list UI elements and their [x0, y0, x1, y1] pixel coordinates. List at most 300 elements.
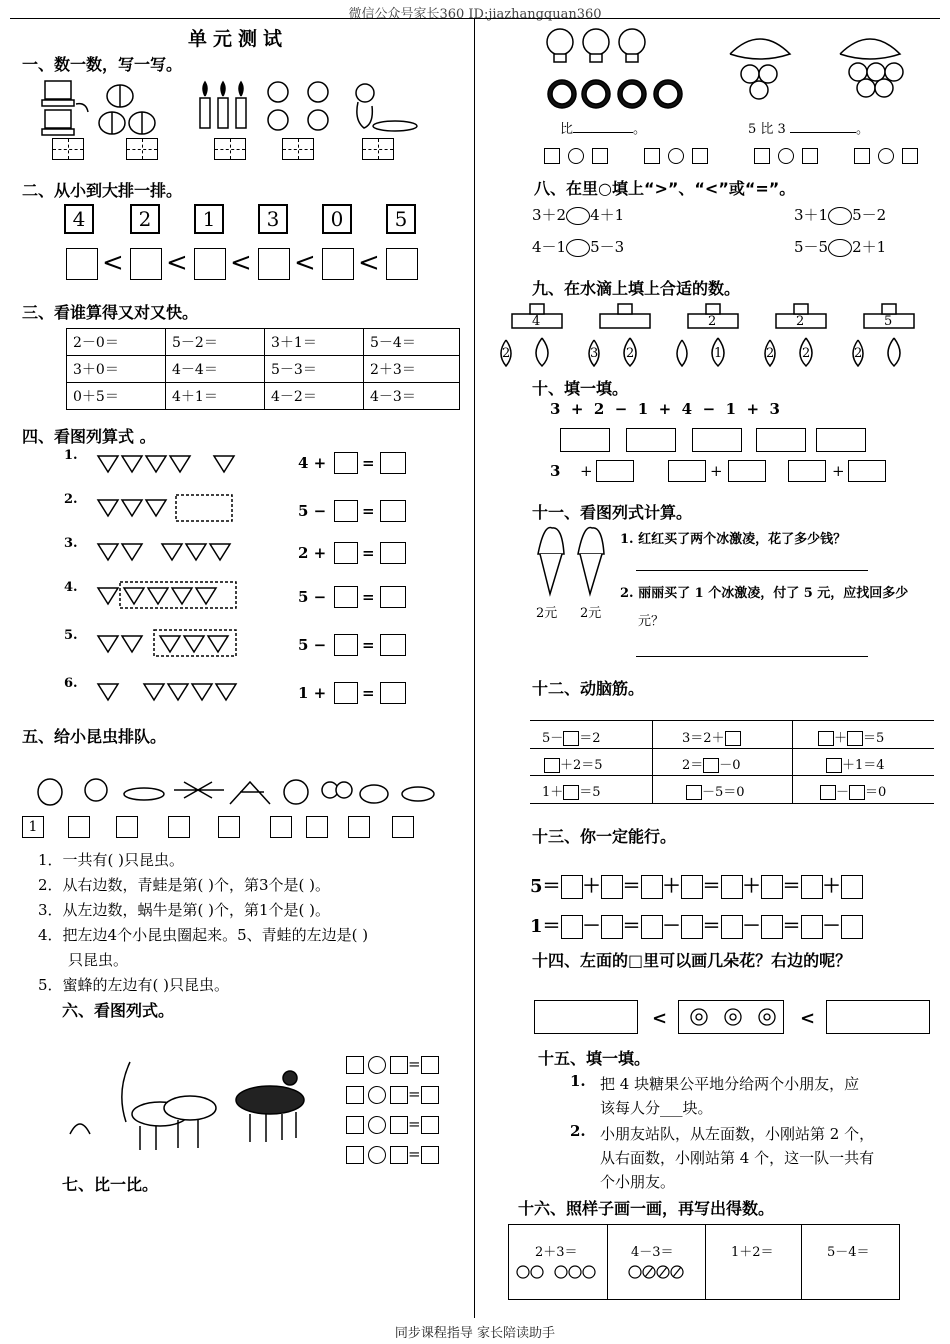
answer-box[interactable] [761, 875, 783, 899]
drop-number[interactable]: 3 [590, 346, 599, 361]
answer-box[interactable] [544, 758, 560, 773]
equals-sign: = [362, 544, 375, 562]
chain-start: 1＝ [530, 916, 561, 937]
operator-text: 5 − [298, 636, 327, 654]
puzzle-text: 5－ [542, 731, 564, 746]
ordering-boxes [22, 816, 442, 844]
answer-box[interactable] [560, 428, 610, 452]
answer-box[interactable] [756, 428, 806, 452]
puzzle-text: －5＝0 [702, 785, 745, 800]
answer-box[interactable] [346, 1116, 364, 1134]
puzzle-text: ＋ [834, 731, 848, 746]
draw-cell-text: 5－4＝ [827, 1245, 870, 1260]
compare-expr [794, 204, 886, 225]
question: 元？ [638, 614, 665, 629]
equals-sign: ＝ [702, 876, 721, 897]
question-line: 把 4 块糖果公平地分给两个小朋友，应 [600, 1075, 860, 1093]
answer-box[interactable] [561, 915, 583, 939]
less-than: < [652, 1008, 668, 1029]
tap-item [844, 300, 932, 370]
sign-circle[interactable] [368, 1056, 386, 1074]
minus-sign: － [742, 916, 761, 937]
answer-box[interactable] [390, 1056, 408, 1074]
problem-number: 6. [64, 676, 78, 691]
answer-box[interactable] [641, 875, 663, 899]
answer-box[interactable] [848, 460, 886, 482]
answer-box[interactable] [728, 460, 766, 482]
answer-line[interactable] [790, 132, 856, 133]
question: 2. 丽丽买了 1 个冰激凌，付了 5 元，应找回多少 [620, 586, 909, 601]
sign-circle[interactable] [368, 1116, 386, 1134]
section-4-title: 四、看图列算式 。 [22, 427, 156, 446]
answer-box[interactable] [826, 758, 842, 773]
section-15-title: 十五、填一填。 [538, 1049, 651, 1068]
answer-line[interactable] [636, 570, 868, 571]
problem-number: 5. [64, 628, 78, 643]
calc-cell[interactable]: 5－2＝ [166, 329, 265, 356]
answer-box[interactable] [847, 731, 863, 746]
puzzle-text: 3＝2＋ [682, 731, 725, 746]
strawberry-icon [94, 494, 244, 522]
answer-box[interactable] [826, 1000, 930, 1034]
fill-boxes-bottom [550, 460, 900, 488]
chain-start: 5＝ [530, 876, 561, 897]
mantis-icon [230, 782, 270, 804]
answer-box[interactable] [346, 1056, 364, 1074]
grapes-icon [730, 39, 903, 99]
price-label: 2元 [580, 606, 602, 621]
answer-box[interactable] [601, 875, 623, 899]
answer-box[interactable] [390, 1116, 408, 1134]
expr-right: 5－3 [590, 238, 625, 256]
bear-icon [268, 82, 328, 130]
answer-box[interactable] [392, 816, 414, 838]
compare-text: 5 比 3 [748, 122, 786, 137]
question [600, 1072, 859, 1120]
expr-left: 4－1 [532, 238, 567, 256]
minus-sign: － [582, 916, 601, 937]
header-rule [10, 18, 940, 19]
drop-number[interactable]: 1 [714, 346, 723, 361]
answer-box[interactable] [380, 452, 406, 474]
answer-box[interactable] [544, 148, 560, 164]
answer-box[interactable] [721, 875, 743, 899]
equation-row [346, 1054, 456, 1084]
answer-box[interactable] [802, 148, 818, 164]
compare-answer-boxes [544, 148, 934, 168]
bird-icon [402, 787, 434, 801]
calc-cell[interactable]: 4＋1＝ [166, 383, 265, 410]
puzzle-cell [542, 727, 601, 746]
sign-circle[interactable] [878, 148, 894, 164]
equation-row [346, 1114, 456, 1144]
page-footer: 同步课程指导 家长陪读助手 [394, 1326, 556, 1341]
tap-icon [668, 300, 756, 370]
operator-text: 5 − [298, 588, 327, 606]
answer-box[interactable] [644, 148, 660, 164]
answer-box[interactable] [692, 148, 708, 164]
equals-sign: = [362, 636, 375, 654]
puzzle-cell [818, 727, 884, 746]
equals-sign: = [408, 1115, 421, 1133]
answer-box[interactable] [348, 816, 370, 838]
number-card: 5 [386, 204, 416, 234]
flower-box [678, 1000, 784, 1034]
answer-box[interactable] [258, 248, 290, 280]
answer-box[interactable] [841, 915, 863, 939]
answer-box[interactable] [725, 731, 741, 746]
problem-number: 1. [64, 448, 78, 463]
question-line: 该每人分___块。 [600, 1099, 713, 1117]
page-header: 微信公众号家长360 ID:jiazhangquan360 [348, 7, 602, 22]
calc-cell[interactable]: 0＋5＝ [67, 383, 166, 410]
puzzle-cell [544, 754, 603, 773]
answer-box[interactable] [849, 785, 865, 800]
answer-box[interactable] [346, 1146, 364, 1164]
plus-sign: + [710, 462, 723, 480]
tap-item [668, 300, 756, 370]
sign-circle[interactable] [368, 1086, 386, 1104]
fill-row-numbers: 3 + 2 − 1 + 4 − 1 + 3 [550, 400, 780, 418]
strawberry-icon [94, 538, 244, 562]
plus-sign: ＋ [662, 876, 681, 897]
answer-box[interactable] [270, 816, 292, 838]
answer-box[interactable] [334, 542, 358, 564]
answer-box[interactable] [126, 138, 158, 160]
sign-circle[interactable] [566, 207, 590, 225]
answer-box[interactable] [390, 1146, 408, 1164]
number-card: 1 [194, 204, 224, 234]
question: 1．一共有( )只昆虫。 [38, 851, 185, 869]
tap-item [756, 300, 844, 370]
answer-line[interactable] [573, 132, 633, 133]
dragonfly-icon [174, 782, 224, 798]
operator-text: 4 + [298, 454, 327, 472]
compare-expr [532, 236, 624, 257]
number-card: 0 [322, 204, 352, 234]
calc-cell[interactable]: 5－4＝ [364, 329, 460, 356]
answer-box[interactable] [52, 138, 84, 160]
answer-box[interactable] [421, 1086, 439, 1104]
answer-box[interactable] [721, 915, 743, 939]
drop-number[interactable]: 2 [766, 346, 775, 361]
question [600, 1122, 874, 1194]
problem-row [62, 446, 462, 486]
strawberry-icon [94, 678, 244, 702]
tap-item [492, 300, 580, 370]
tap-number[interactable]: 4 [532, 314, 541, 329]
drop-number[interactable]: 2 [626, 346, 635, 361]
section-16-title: 十六、照样子画一画，再写出得数。 [518, 1199, 775, 1218]
answer-box[interactable] [668, 460, 706, 482]
compare-word: 比 [560, 122, 574, 137]
calc-cell[interactable]: 4－4＝ [166, 356, 265, 383]
compare-expr [794, 236, 886, 257]
section-1-title: 一、数一数，写一写。 [22, 55, 183, 74]
sign-circle[interactable] [668, 148, 684, 164]
answer-box[interactable] [681, 915, 703, 939]
answer-box[interactable] [66, 248, 98, 280]
answer-box[interactable] [596, 460, 634, 482]
equals-sign: = [408, 1145, 421, 1163]
expr-left: 3＋1 [794, 206, 829, 224]
ant-icon [124, 788, 164, 800]
sign-circle[interactable] [568, 148, 584, 164]
strawberry-icon [94, 450, 244, 474]
answer-box[interactable] [334, 500, 358, 522]
question-number: 2. [570, 1122, 586, 1140]
calc-cell[interactable]: 4－3＝ [364, 383, 460, 410]
answer-box[interactable] [681, 875, 703, 899]
start-number: 3 [550, 462, 561, 480]
drop-number[interactable]: 2 [502, 346, 511, 361]
answer-box[interactable] [306, 816, 328, 838]
puzzle-cell [686, 781, 745, 800]
answer-box[interactable] [686, 785, 702, 800]
question-number: 1. [570, 1072, 586, 1090]
draw-cell-text: 2＋3＝ [535, 1245, 578, 1260]
puzzle-text: － [836, 785, 850, 800]
compare-question-1 [560, 118, 646, 137]
puzzle-table [530, 720, 934, 804]
period: 。 [855, 122, 869, 137]
ice-cream-icon [530, 524, 610, 598]
answer-line[interactable] [636, 656, 868, 657]
sign-circle[interactable] [566, 239, 590, 257]
answer-box[interactable] [334, 634, 358, 656]
puzzle-text: ＝5 [863, 731, 885, 746]
section-2-title: 二、从小到大排一排。 [22, 181, 183, 200]
answer-box[interactable] [334, 452, 358, 474]
question-line: 小朋友站队，从左面数，小刚站第 2 个， [600, 1125, 875, 1143]
answer-box[interactable] [761, 915, 783, 939]
section-14-title: 十四、左面的□里可以画几朵花？右边的呢？ [532, 951, 852, 970]
puzzle-text: ＋1＝4 [842, 758, 885, 773]
answer-box[interactable] [116, 816, 138, 838]
equals-sign: ＝ [702, 916, 721, 937]
less-than: < [358, 248, 380, 278]
puzzle-cell [682, 754, 741, 773]
question-line: 从右面数，小刚站第 4 个，这一队一共有 [600, 1149, 875, 1167]
minus-sign: － [662, 916, 681, 937]
answer-box[interactable] [841, 875, 863, 899]
question-line: 个小朋友。 [600, 1173, 676, 1191]
answer-box[interactable] [168, 816, 190, 838]
answer-box[interactable] [214, 138, 246, 160]
less-than: < [294, 248, 316, 278]
minus-sign: － [822, 916, 841, 937]
period: 。 [633, 122, 647, 137]
tap-number[interactable]: 2 [708, 314, 717, 329]
draw-cell-text: 4－3＝ [631, 1245, 674, 1260]
frog-icon [284, 780, 308, 804]
puzzle-text: ＝2 [579, 731, 601, 746]
answer-box[interactable] [801, 875, 823, 899]
problem-row [62, 490, 462, 530]
answer-box[interactable] [818, 731, 834, 746]
insects-illustration [34, 770, 444, 812]
question: 只昆虫。 [68, 951, 129, 969]
puzzle-text: ＝0 [865, 785, 887, 800]
equation-boxes [346, 1054, 456, 1174]
answer-box[interactable] [902, 148, 918, 164]
bee-icon [360, 785, 388, 803]
operator-text: 5 − [298, 502, 327, 520]
answer-box[interactable] [421, 1116, 439, 1134]
section-7-title: 七、比一比。 [62, 1175, 159, 1194]
expr-left: 3＋2 [532, 206, 567, 224]
equals-sign: = [408, 1055, 421, 1073]
section-8-title: 八、在里○填上“>”、“<”或“=”。 [534, 179, 796, 198]
strawberry-problems [62, 446, 462, 716]
snail-icon [85, 779, 107, 801]
number-card: 3 [258, 204, 288, 234]
column-divider [474, 18, 475, 1318]
equals-sign: = [362, 454, 375, 472]
table-row [67, 383, 460, 410]
expr-right: 5－2 [852, 206, 887, 224]
section-11-title: 十一、看图列式计算。 [532, 503, 693, 522]
answer-box[interactable] [380, 542, 406, 564]
answer-box[interactable] [334, 682, 358, 704]
drop-number[interactable]: 2 [802, 346, 811, 361]
answer-box[interactable] [68, 816, 90, 838]
answer-box[interactable] [641, 915, 663, 939]
calc-cell[interactable]: 2－0＝ [67, 329, 166, 356]
answer-box[interactable] [282, 138, 314, 160]
puzzle-text: 1＋ [542, 785, 564, 800]
less-than: < [166, 248, 188, 278]
expr-right: 4＋1 [590, 206, 625, 224]
problem-row [62, 626, 462, 666]
lantern-icon [99, 85, 155, 134]
chain-row-1 [530, 872, 863, 899]
less-than: < [102, 248, 124, 278]
price-label: 2元 [536, 606, 558, 621]
compare-question-2 [748, 118, 869, 137]
plus-sign: + [580, 462, 593, 480]
tap-number[interactable]: 5 [884, 314, 893, 329]
equals-sign: ＝ [622, 876, 641, 897]
answer-box[interactable] [130, 248, 162, 280]
answer-box[interactable] [386, 248, 418, 280]
operator-text: 1 + [298, 684, 327, 702]
answer-box[interactable] [692, 428, 742, 452]
tap-item [580, 300, 668, 370]
section-3-title: 三、看谁算得又对又快。 [22, 303, 199, 322]
answer-box[interactable] [362, 138, 394, 160]
plus-sign: ＋ [742, 876, 761, 897]
equals-sign: = [362, 588, 375, 606]
puzzle-text: －0 [719, 758, 741, 773]
calc-cell[interactable]: 4－2＝ [265, 383, 364, 410]
equals-sign: = [362, 502, 375, 520]
puzzle-cell [682, 727, 741, 746]
sign-circle[interactable] [778, 148, 794, 164]
question: 5．蜜蜂的左边有( )只昆虫。 [38, 976, 230, 994]
answer-box[interactable] [194, 248, 226, 280]
answer-box[interactable] [380, 586, 406, 608]
page-title: 单元测试 [188, 28, 289, 50]
answer-box[interactable] [601, 915, 623, 939]
lightbulb-icon [547, 29, 645, 62]
drop-number[interactable]: 2 [854, 346, 863, 361]
answer-box[interactable] [421, 1056, 439, 1074]
expr-right: 2＋1 [852, 238, 887, 256]
equation-row [346, 1144, 456, 1174]
sign-circle[interactable] [368, 1146, 386, 1164]
puzzle-cell [826, 754, 885, 773]
answer-box[interactable] [334, 586, 358, 608]
ladybug-icon [38, 779, 62, 805]
answer-box[interactable] [592, 148, 608, 164]
answer-box[interactable] [380, 682, 406, 704]
plus-sign: ＋ [582, 876, 601, 897]
problem-row [62, 534, 462, 574]
answer-box[interactable] [421, 1146, 439, 1164]
answer-box[interactable] [380, 500, 406, 522]
answer-box[interactable] [703, 758, 719, 773]
equals-sign: ＝ [782, 916, 801, 937]
calc-cell[interactable]: 3＋1＝ [265, 329, 364, 356]
question: 2．从右边数，青蛙是第( )个，第3个是( )。 [38, 876, 331, 894]
problem-number: 3. [64, 536, 78, 551]
insect-questions [38, 848, 368, 998]
puzzle-cell [542, 781, 601, 800]
answer-box[interactable] [563, 785, 579, 800]
sign-circle[interactable] [828, 207, 852, 225]
section-13-title: 十三、你一定能行。 [532, 827, 677, 846]
computer-icon [42, 81, 88, 135]
answer-box[interactable] [754, 148, 770, 164]
sign-circle[interactable] [828, 239, 852, 257]
question: 4．把左边4个小昆虫圈起来。5、青蛙的左边是( ) [38, 926, 369, 944]
answer-box: 1 [22, 816, 44, 838]
answer-box[interactable] [626, 428, 676, 452]
answer-box[interactable] [218, 816, 240, 838]
answer-box[interactable] [322, 248, 354, 280]
chain-row-2 [530, 912, 863, 939]
answer-box[interactable] [820, 785, 836, 800]
counting-pictures [40, 78, 440, 142]
tap-number[interactable]: 2 [796, 314, 805, 329]
answer-box[interactable] [854, 148, 870, 164]
compare-expr [532, 204, 624, 225]
monkey-icon [356, 84, 417, 131]
answer-box[interactable] [561, 875, 583, 899]
puzzle-cell [820, 781, 886, 800]
problem-row [62, 674, 462, 714]
calc-cell[interactable]: 2＋3＝ [364, 356, 460, 383]
answer-box[interactable] [801, 915, 823, 939]
calc-cell[interactable]: 5－3＝ [265, 356, 364, 383]
answer-box[interactable] [563, 731, 579, 746]
answer-box[interactable] [534, 1000, 638, 1034]
calc-cell[interactable]: 3＋0＝ [67, 356, 166, 383]
equation-row [346, 1084, 456, 1114]
answer-box[interactable] [380, 634, 406, 656]
problem-row [62, 578, 462, 618]
answer-box[interactable] [816, 428, 866, 452]
puzzle-text: ＝5 [579, 785, 601, 800]
problem-number: 2. [64, 492, 78, 507]
crossed-circle-icon [627, 1263, 697, 1281]
answer-box[interactable] [390, 1086, 408, 1104]
answer-box[interactable] [346, 1086, 364, 1104]
puzzle-text: 2＝ [682, 758, 704, 773]
water-taps [492, 300, 932, 370]
answer-box[interactable] [788, 460, 826, 482]
